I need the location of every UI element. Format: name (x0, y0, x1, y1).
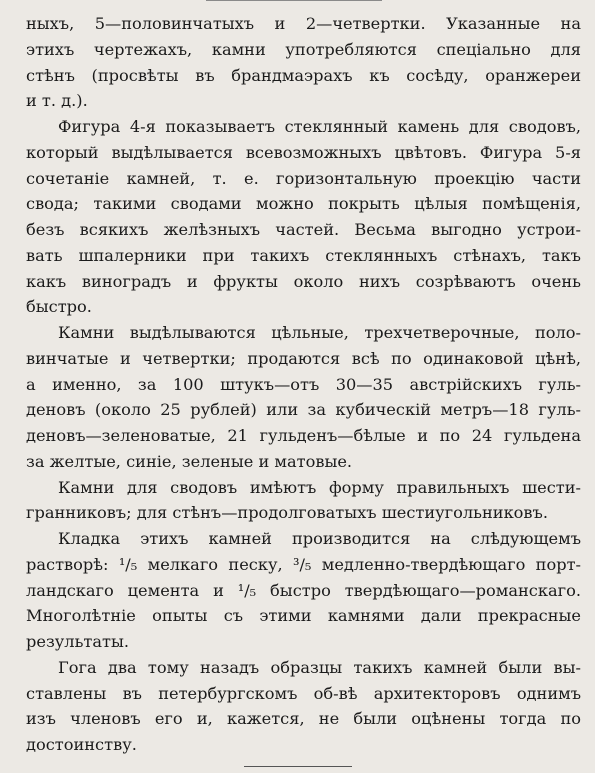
paragraph (26, 526, 581, 655)
text-line: быстро. (26, 297, 92, 317)
text-line: безъ всякихъ желѣзныхъ частей. Весьма выгодно устрои- (26, 220, 581, 239)
paragraph (26, 114, 581, 320)
text-line: этихъ чертежахъ, камни употребляются спеціально для (26, 39, 581, 59)
text-line: Гога два тому назадъ образцы такихъ камней были вы- (58, 657, 581, 677)
text-line: Фигура 4-я показываетъ стеклянный камень для сводовъ, (58, 117, 581, 136)
text-line: Камни для сводовъ имѣютъ форму правильныхъ шести- (58, 477, 581, 497)
paragraph (26, 475, 581, 527)
text-line: за желтые, синіе, зеленые и матовые. (26, 451, 353, 471)
text-line: результаты. (26, 632, 129, 651)
text-line: свода; такими сводами можно покрыть цѣлыя помѣщенія, (26, 194, 581, 214)
text-line: Многолѣтніе опыты съ этими камнями дали прекрасные (26, 606, 581, 626)
text-line: вать шпалерники при такихъ стеклянныхъ стѣнахъ, такъ (26, 245, 581, 265)
text-line: винчатые и четвертки; продаются всѣ по одинаковой цѣнѣ, (26, 348, 581, 368)
text-line: какъ виноградъ и фрукты около нихъ созрѣваютъ очень (26, 271, 581, 291)
text-line: сочетаніе камней, т. е. горизонтальную проекцію части (26, 168, 581, 188)
text-line: изъ членовъ его и, кажется, не были оцѣнены тогда по (26, 709, 581, 729)
text-line: который выдѣлывается всевозможныхъ цвѣтовъ. Фигура 5-я (26, 142, 581, 162)
bottom-rule (244, 766, 352, 767)
text-line: Кладка этихъ камней производится на слѣдующемъ (58, 529, 581, 548)
text-line: а именно, за 100 штукъ—отъ 30—35 австрійскихъ гуль- (26, 374, 581, 394)
paragraph (26, 655, 581, 758)
text-line: Камни выдѣлываются цѣльные, трехчетверочные, поло- (58, 323, 581, 342)
text-line: деновъ (около 25 рублей) или за кубическій метръ—18 гуль- (26, 400, 581, 420)
paragraph (26, 11, 581, 114)
text-line: ландскаго цемента и ¹/₅ быстро твердѣющаго—романскаго. (26, 580, 581, 600)
text-line: стѣнъ (просвѣты въ брандмаэрахъ къ сосѣду, оранжереи (26, 65, 581, 85)
text-line: достоинству. (26, 735, 137, 754)
paragraph (26, 320, 581, 475)
text-line: гранниковъ; для стѣнъ—продолговатыхъ шестиугольниковъ. (26, 503, 548, 523)
page-text (26, 11, 581, 758)
text-line: ныхъ, 5—половинчатыхъ и 2—четвертки. Указанные на (26, 14, 581, 33)
top-rule (206, 0, 382, 1)
text-line: деновъ—зеленоватые, 21 гульденъ—бѣлые и по 24 гульдена (26, 426, 581, 445)
text-line: растворѣ: ¹/₅ мелкаго песку, ³/₅ медленно-твердѣющаго порт- (26, 554, 581, 574)
text-line: ставлены въ петербургскомъ об-вѣ архитекторовъ однимъ (26, 683, 581, 703)
text-line: и т. д.). (26, 91, 88, 111)
